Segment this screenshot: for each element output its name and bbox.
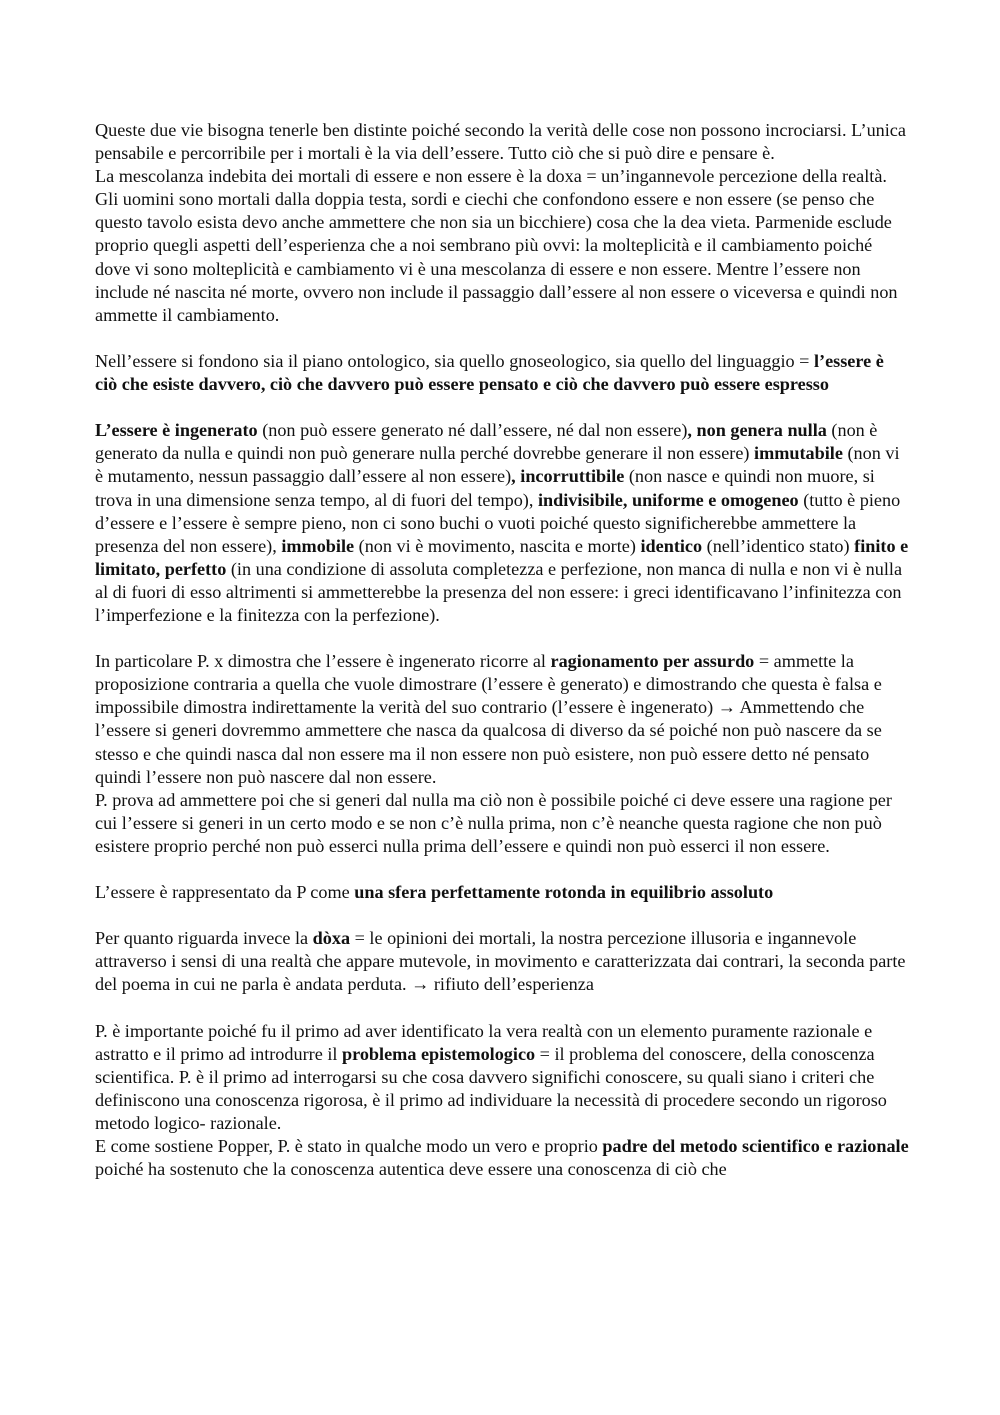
bold-text-run: L’essere è ingenerato: [95, 420, 258, 441]
paragraph-ragionamento-assurdo: [95, 650, 910, 789]
paragraph-doxa-opinioni: [95, 927, 910, 996]
paragraph-gap: [95, 327, 910, 350]
text-run: Queste due vie bisogna tenerle ben distinte poiché secondo la verità delle cose non possono incrociarsi. L’unica pensabile e percorribile per i mortali è la via dell’essere. Tutto ciò che si può dire e pensare è.: [95, 120, 906, 164]
paragraph-vie: [95, 119, 910, 165]
paragraph-epistemologico: [95, 1020, 910, 1135]
text-run: (tutto è pieno d’essere e l’essere è sempre pieno, non ci sono buchi o vuoti poiché questo significherebbe ammettere la presenza del non essere),: [95, 489, 901, 556]
bold-text-run: l’essere è ciò che esiste davvero, ciò che davvero può essere pensato e ciò che davvero può essere espresso: [95, 350, 884, 395]
paragraph-popper: [95, 1135, 910, 1181]
text-run: = il problema del conoscere, della conoscenza scientifica. P. è il primo ad interrogarsi su che cosa davvero significhi conoscere, su quali siano i criteri che definiscono una conoscenza rigorosa, è il primo ad individuare la necessità di procedere secondo un rigoroso metodo logico- razionale.: [95, 1043, 887, 1134]
bold-text-run: padre del metodo scientifico e razionale: [602, 1136, 909, 1157]
paragraph-gap: [95, 858, 910, 881]
bold-text-run: una sfera perfettamente rotonda in equilibrio assoluto: [354, 882, 774, 903]
bold-text-run: dòxa: [312, 928, 351, 949]
bold-text-run: ragionamento per assurdo: [550, 651, 755, 672]
text-run: Per quanto riguarda invece la: [95, 928, 313, 949]
paragraph-piani: [95, 350, 910, 396]
bold-text-run: , non genera nulla: [687, 420, 827, 441]
paragraph-nulla: [95, 789, 910, 858]
text-run: E come sostiene Popper, P. è stato in qualche modo un vero e proprio: [95, 1136, 603, 1157]
paragraph-attributi-essere: [95, 419, 910, 627]
bold-text-run: immobile: [281, 535, 355, 556]
text-run: L’essere è rappresentato da P come: [95, 882, 355, 903]
text-run: (in una condizione di assoluta completezza e perfezione, non manca di nulla e non vi è nulla al di fuori di esso altrimenti si ammetterebbe la presenza del non essere: i greci identificavano l’infinitezza con l’imperfezione e la finitezza con la perfezione).: [95, 558, 903, 625]
paragraph-doxa-mescolanza: [95, 165, 910, 327]
text-run: (non nasce e quindi non muore, si trova in una dimensione senza tempo, al di fuori del tempo),: [95, 466, 875, 510]
text-run: In particolare P. x dimostra che l’essere è ingenerato ricorre al: [95, 651, 551, 672]
text-run: (non può essere generato né dall’essere, né dal non essere): [257, 420, 688, 441]
paragraph-sfera: [95, 881, 910, 904]
document-page: [95, 119, 910, 1181]
paragraph-gap: [95, 997, 910, 1020]
text-run: (non vi è movimento, nascita e morte): [354, 535, 641, 556]
bold-text-run: , incorruttibile: [511, 466, 625, 487]
text-run: (non è generato da nulla e quindi non può generare nulla perché dovrebbe generare il non essere): [95, 420, 878, 464]
text-run: La mescolanza indebita dei mortali di essere e non essere è la doxa = un’ingannevole percezione della realtà. Gli uomini sono mortali dalla doppia testa, sordi e ciechi che confondono essere e non essere (se penso che questo tavolo esista devo anche ammettere che non sia un bicchiere) cosa che la dea vieta. Parmenide esclude proprio quegli aspetti dell’esperienza che a noi sembrano più ovvi: la molteplicità e il cambiamento poiché dove vi sono molteplicità e cambiamento vi è una mescolanza di essere e non essere. Mentre l’essere non include né nascita né morte, ovvero non include il passaggio dall’essere al non essere o viceversa e quindi non ammette il cambiamento.: [95, 166, 898, 325]
bold-text-run: finito e limitato, perfetto: [95, 535, 909, 579]
text-run: P. prova ad ammettere poi che si generi dal nulla ma ciò non è possibile poiché ci deve essere una ragione per cui l’essere si generi in un certo modo e se non c’è nulla prima, non c’è neanche questa ragione che non può esistere proprio perché non può esserci nulla prima dell’essere e quindi non può esserci il non essere.: [95, 789, 892, 856]
text-run: Nell’essere si fondono sia il piano ontologico, sia quello gnoseologico, sia quello del linguaggio =: [95, 350, 814, 371]
text-run: = ammette la proposizione contraria a quella che vuole dimostrare (l’essere è generato) e dimostrando che questa è falsa e impossibile dimostra indirettamente la verità del suo contrario (l’essere è ingenerato) → Ammettendo che l’essere si generi dovremmo ammettere che nasca da qualcosa di diverso da sé poiché non può nascere da se stesso e che quindi nasca dal non essere ma il non essere non può esistere, non può essere detto né pensato quindi l’essere non può nascere dal non essere.: [95, 651, 882, 787]
bold-text-run: identico: [640, 535, 703, 556]
paragraph-gap: [95, 396, 910, 419]
text-run: (non vi è mutamento, nessun passaggio dall’essere al non essere): [95, 443, 900, 487]
text-run: poiché ha sostenuto che la conoscenza autentica deve essere una conoscenza di ciò che: [95, 1159, 727, 1180]
text-run: (nell’identico stato): [702, 535, 855, 556]
paragraph-gap: [95, 627, 910, 650]
bold-text-run: problema epistemologico: [341, 1043, 536, 1064]
text-run: = le opinioni dei mortali, la nostra percezione illusoria e ingannevole attraverso i sensi di una realtà che appare mutevole, in movimento e caratterizzata dai contrari, la seconda parte del poema in cui ne parla è andata perduta. → rifiuto dell’esperienza: [95, 928, 906, 995]
paragraph-gap: [95, 904, 910, 927]
bold-text-run: immutabile: [754, 443, 843, 464]
bold-text-run: indivisibile, uniforme e omogeneo: [537, 489, 799, 510]
text-run: P. è importante poiché fu il primo ad aver identificato la vera realtà con un elemento puramente razionale e astratto e il primo ad introdurre il: [95, 1020, 873, 1064]
